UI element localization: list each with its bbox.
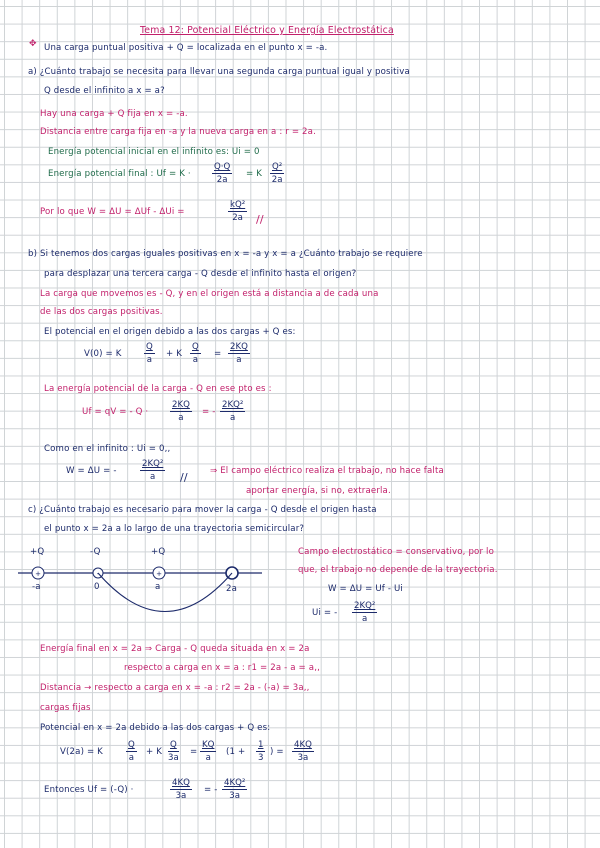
fig-label-mid-bottom: 0 [94, 582, 100, 592]
part-b-line-1: La carga que movemos es - Q, y en el origen está a distancia a de cada una [40, 289, 379, 299]
part-b-line-2: de las dos cargas positivas. [40, 307, 163, 317]
fig-label-end: 2a [226, 584, 238, 594]
svg-text:+: + [35, 570, 41, 578]
part-b-question-2: para desplazar una tercera carga - Q desde el infinito hasta el origen? [44, 269, 357, 279]
fig-label-mid-top: -Q [90, 547, 101, 557]
part-a-line-4: Energía potencial final : Uf = K · [48, 169, 191, 179]
part-b-w-mark: // [180, 471, 188, 484]
part-c-side-1: Campo electrostático = conservativo, por lo [298, 547, 494, 557]
part-c-f-equals: = - [204, 785, 218, 795]
part-b-v-frac-1: $\frac{Q}{a}$ [146, 342, 153, 365]
part-a-fraction-2: $\frac{\text{Q²}}{2a}$ [271, 162, 283, 185]
part-c-question-2: el punto x = 2a a lo largo de una trayectoria semicircular? [44, 524, 305, 534]
part-b-energy-prefix: Uf = qV = - Q · [82, 407, 149, 417]
semicircle-path [98, 573, 232, 612]
part-a-equals: = K [246, 169, 263, 179]
part-c-p-close: ) = [270, 747, 284, 757]
part-c-potential-prefix: V(2a) = K [60, 747, 103, 757]
part-a-line-1: Hay una carga + Q fija en x = -a. [40, 109, 188, 119]
part-b-u-frac-2: $\frac{\text{2KQ²}}{a}$ [222, 400, 244, 423]
svg-text:+: + [156, 570, 162, 578]
part-c-p-equals: = [190, 747, 198, 757]
part-a-final-mark: // [256, 213, 264, 226]
part-c-energy-5: Potencial en x = 2a debido a las dos cargas + Q es: [40, 723, 271, 733]
part-b-u-frac-1: $\frac{2KQ}{a}$ [172, 400, 190, 423]
part-b-v-plus: + K [166, 349, 183, 359]
part-a-line-3: Energía potencial inicial en el infinito es: Ui = 0 [48, 147, 260, 157]
problem-intro: Una carga puntual positiva + Q = localizada en el punto x = -a. [44, 43, 328, 53]
part-c-f-frac-2: $\frac{\text{4KQ²}}{3a}$ [224, 778, 246, 801]
part-b-v-frac-2: $\frac{Q}{a}$ [192, 342, 199, 365]
part-c-p-frac-2: $\frac{Q}{3a}$ [168, 740, 179, 763]
part-b-work-prefix: W = ΔU = - [66, 466, 117, 476]
part-c-energy-3: Distancia → respecto a carga en x = -a : r2 = 2a - (-a) = 3a,, [40, 683, 310, 693]
part-b-note-2: aportar energía, si no, extraerla. [246, 486, 391, 496]
svg-text:-: - [96, 570, 100, 578]
part-b-line-4: La energía potencial de la carga - Q en ese pto es : [44, 384, 272, 394]
part-b-potential-prefix: V(0) = K [84, 349, 122, 359]
part-c-p-frac-4: $\frac{1}{3}$ [258, 740, 264, 763]
fig-label-left-bottom: -a [32, 582, 41, 592]
part-c-side-2: que, el trabajo no depende de la trayectoria. [298, 565, 498, 575]
bullet-icon: ✥ [29, 39, 37, 49]
part-b-line-3: El potencial en el origen debido a las dos cargas + Q es: [44, 327, 296, 337]
part-c-question-1: c) ¿Cuánto trabajo es necesario para mover la carga - Q desde el origen hasta [28, 505, 377, 515]
part-a-question-1: a) ¿Cuánto trabajo se necesita para llevar una segunda carga puntual igual y positiva [28, 67, 410, 77]
part-c-energy-1: Energía final en x = 2a ⇒ Carga - Q queda situada en x = 2a [40, 644, 310, 654]
part-b-u-equals: = - [202, 407, 216, 417]
part-c-p-frac-1: $\frac{Q}{a}$ [128, 740, 135, 763]
part-c-p-plus: + K [146, 747, 163, 757]
part-c-f-frac-1: $\frac{4KQ}{3a}$ [172, 778, 190, 801]
part-c-energy-2: respecto a carga en x = a : r1 = 2a - a = a,, [124, 663, 320, 673]
part-a-fraction-1: $\frac{Q\cdot Q}{2a}$ [214, 162, 231, 185]
fig-label-right-top: +Q [151, 547, 166, 557]
part-b-v-frac-3: $\frac{2KQ}{a}$ [230, 342, 248, 365]
part-a-line-2: Distancia entre carga fija en -a y la nueva carga en a : r = 2a. [40, 127, 316, 137]
part-c-final-prefix: Entonces Uf = (-Q) · [44, 785, 134, 795]
part-c-p-frac-3: $\frac{KQ}{a}$ [202, 740, 215, 763]
part-b-v-equals: = [214, 349, 222, 359]
part-b-line-5: Como en el infinito : Ui = 0,, [44, 444, 171, 454]
part-a-result-fraction: $\frac{\text{kQ²}}{2a}$ [230, 200, 246, 223]
fig-label-left-top: +Q [30, 547, 45, 557]
fig-label-right-bottom: a [155, 582, 161, 592]
part-a-question-2: Q desde el infinito a x = a? [44, 86, 165, 96]
part-b-question-1: b) Si tenemos dos cargas iguales positivas en x = -a y x = a ¿Cuánto trabajo se requiere [28, 249, 423, 259]
page-title: Tema 12: Potencial Eléctrico y Energía Electrostática [140, 25, 394, 36]
part-c-ui-frac: $\frac{\text{2KQ²}}{a}$ [354, 601, 376, 624]
part-c-p-paren: (1 + [226, 747, 246, 757]
part-a-result: Por lo que W = ΔU = ΔUf - ΔUi = [40, 207, 185, 217]
part-c-energy-4: cargas fijas [40, 703, 91, 713]
part-b-w-frac: $\frac{\text{2KQ²}}{a}$ [142, 459, 164, 482]
part-c-ui-prefix: Ui = - [312, 608, 338, 618]
part-b-note-1: ⇒ El campo eléctrico realiza el trabajo, no hace falta [210, 466, 444, 476]
part-c-side-3: W = ΔU = Uf - Ui [328, 584, 403, 594]
part-c-p-frac-5: $\frac{4KQ}{3a}$ [294, 740, 312, 763]
